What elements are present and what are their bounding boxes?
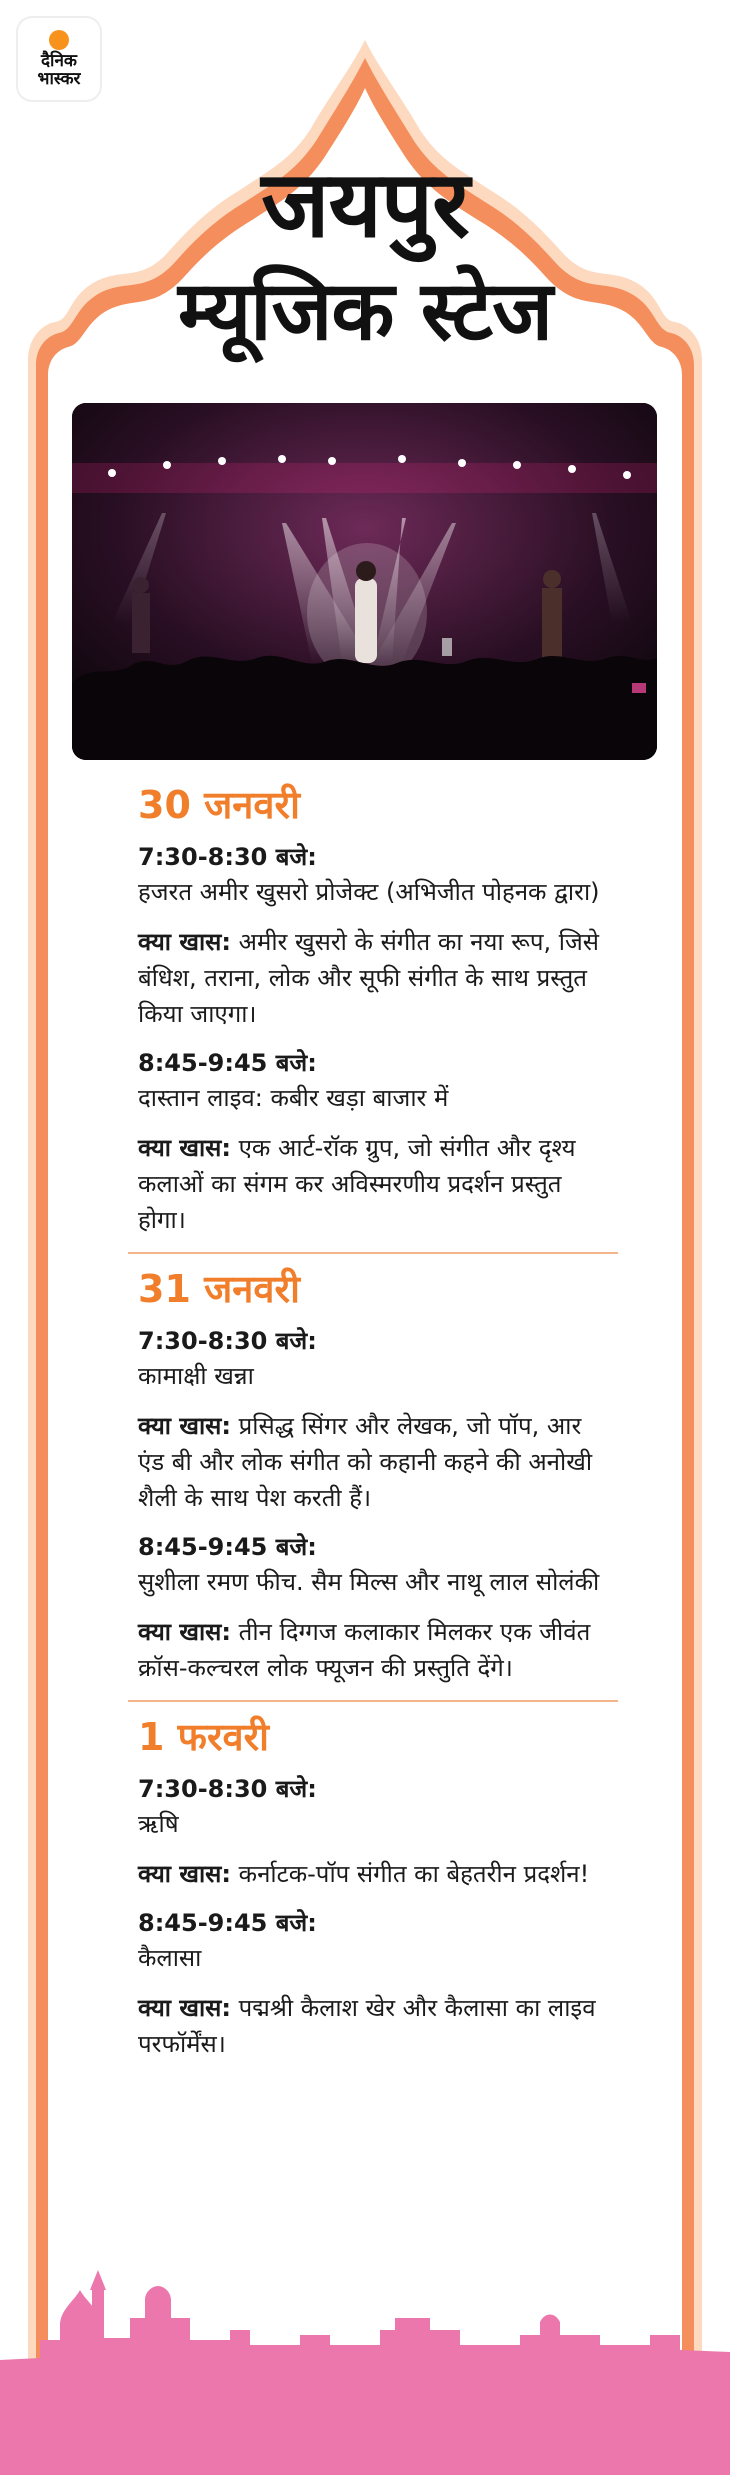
show-act: कामाक्षी खन्ना xyxy=(138,1362,254,1390)
day-heading: 1 फरवरी xyxy=(138,1715,270,1759)
page-title-line1: जयपुर xyxy=(261,151,469,258)
show-time: 8:45-9:45 बजे: xyxy=(138,1049,317,1077)
show-time: 7:30-8:30 बजे: xyxy=(138,843,317,871)
show-highlight xyxy=(138,1408,608,1516)
show-time: 8:45-9:45 बजे: xyxy=(138,1533,317,1561)
concert-photo xyxy=(72,403,657,760)
show-highlight xyxy=(138,1990,608,2062)
show-time: 7:30-8:30 बजे: xyxy=(138,1775,317,1803)
page-title-line2: म्यूजिक स्टेज xyxy=(178,264,552,359)
show-highlight xyxy=(138,924,608,1032)
highlight-text: पद्मश्री कैलाश खेर और कैलासा का लाइव परफॉर्मेंस। xyxy=(138,1994,596,2058)
show-highlight xyxy=(138,1614,608,1686)
highlight-label: क्या खास: xyxy=(138,1412,232,1440)
show-act: कैलासा xyxy=(138,1944,202,1972)
schedule xyxy=(138,780,608,2076)
day-heading: 31 जनवरी xyxy=(138,1267,300,1311)
show-act: ऋषि xyxy=(138,1810,179,1838)
show-act: सुशीला रमण फीच. सैम मिल्स और नाथू लाल सोलंकी xyxy=(138,1568,600,1596)
highlight-label: क्या खास: xyxy=(138,928,232,956)
highlight-text: प्रसिद्ध सिंगर और लेखक, जो पॉप, आर एंड बी और लोक संगीत को कहानी कहने की अनोखी शैली के साथ पेश करती हैं। xyxy=(138,1412,593,1512)
highlight-text: एक आर्ट-रॉक ग्रुप, जो संगीत और दृश्य कलाओं का संगम कर अविस्मरणीय प्रदर्शन प्रस्तुत होगा। xyxy=(138,1134,576,1234)
logo-line1: दैनिक xyxy=(41,51,77,71)
divider xyxy=(128,1700,618,1702)
highlight-label: क्या खास: xyxy=(138,1134,232,1162)
show-highlight xyxy=(138,1856,608,1892)
highlight-label: क्या खास: xyxy=(138,1618,232,1646)
highlight-text: कर्नाटक-पॉप संगीत का बेहतरीन प्रदर्शन! xyxy=(238,1860,590,1888)
day-heading: 30 जनवरी xyxy=(138,783,300,827)
sun-icon xyxy=(49,30,69,50)
logo-line2: भास्कर xyxy=(37,69,81,89)
show-act: हजरत अमीर खुसरो प्रोजेक्ट (अभिजीत पोहनक द्वारा) xyxy=(138,878,600,906)
highlight-text: तीन दिग्गज कलाकार मिलकर एक जीवंत क्रॉस-कल्चरल लोक फ्यूजन की प्रस्तुति देंगे। xyxy=(138,1618,591,1682)
highlight-label: क्या खास: xyxy=(138,1860,232,1888)
show-time: 7:30-8:30 बजे: xyxy=(138,1327,317,1355)
highlight-label: क्या खास: xyxy=(138,1994,232,2022)
show-highlight xyxy=(138,1130,608,1238)
show-time: 8:45-9:45 बजे: xyxy=(138,1909,317,1937)
highlight-text: अमीर खुसरो के संगीत का नया रूप, जिसे बंधिश, तराना, लोक और सूफी संगीत के साथ प्रस्तुत किया जाएगा। xyxy=(138,928,599,1028)
divider xyxy=(128,1252,618,1254)
show-act: दास्तान लाइव: कबीर खड़ा बाजार में xyxy=(138,1084,449,1112)
brand-logo[interactable] xyxy=(18,18,100,100)
